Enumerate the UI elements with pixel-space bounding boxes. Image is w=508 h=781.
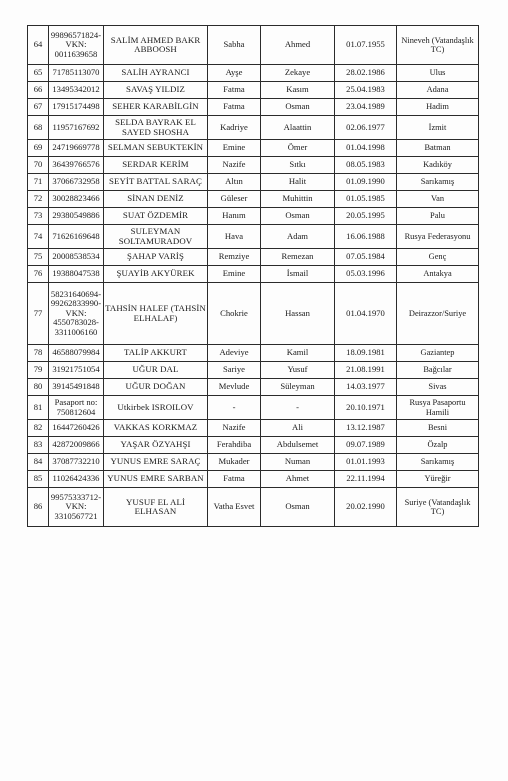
sanctions-list-table bbox=[27, 25, 479, 527]
birth-place-cell: Van bbox=[397, 191, 479, 208]
birth-place-cell: Yüreğir bbox=[397, 471, 479, 488]
mother-name-cell: Emine bbox=[208, 266, 261, 283]
row-number-cell: 78 bbox=[28, 345, 49, 362]
mother-name-cell: Nazife bbox=[208, 420, 261, 437]
mother-name-cell: Hava bbox=[208, 225, 261, 249]
full-name-cell: ŞUAYİB AKYÜREK bbox=[104, 266, 208, 283]
birth-date-cell: 01.05.1985 bbox=[335, 191, 397, 208]
birth-date-cell: 01.01.1993 bbox=[335, 454, 397, 471]
full-name-cell: YUNUS EMRE SARBAN bbox=[104, 471, 208, 488]
birth-date-cell: 16.06.1988 bbox=[335, 225, 397, 249]
id-number-cell: 99896571824- VKN: 0011639658 bbox=[49, 26, 104, 65]
id-number-cell: 30028823466 bbox=[49, 191, 104, 208]
mother-name-cell: Hanım bbox=[208, 208, 261, 225]
table-row bbox=[28, 437, 479, 454]
id-number-cell: 42872009866 bbox=[49, 437, 104, 454]
full-name-cell: SUAT ÖZDEMİR bbox=[104, 208, 208, 225]
table-row bbox=[28, 208, 479, 225]
father-name-cell: Osman bbox=[261, 488, 335, 527]
full-name-cell: YAŞAR ÖZYAHŞI bbox=[104, 437, 208, 454]
birth-date-cell: 21.08.1991 bbox=[335, 362, 397, 379]
birth-place-cell: Ulus bbox=[397, 65, 479, 82]
id-number-cell: 13495342012 bbox=[49, 82, 104, 99]
father-name-cell: - bbox=[261, 396, 335, 420]
birth-date-cell: 08.05.1983 bbox=[335, 157, 397, 174]
table-row bbox=[28, 157, 479, 174]
id-number-cell: 11957167692 bbox=[49, 116, 104, 140]
row-number-cell: 70 bbox=[28, 157, 49, 174]
full-name-cell: SALİM AHMED BAKR ABBOOSH bbox=[104, 26, 208, 65]
full-name-cell: SERDAR KERİM bbox=[104, 157, 208, 174]
table-row bbox=[28, 26, 479, 65]
full-name-cell: VAKKAS KORKMAZ bbox=[104, 420, 208, 437]
birth-date-cell: 02.06.1977 bbox=[335, 116, 397, 140]
birth-place-cell: Suriye (Vatandaşlık TC) bbox=[397, 488, 479, 527]
full-name-cell: UĞUR DAL bbox=[104, 362, 208, 379]
mother-name-cell: Sariye bbox=[208, 362, 261, 379]
table-body bbox=[28, 26, 479, 527]
mother-name-cell: Chokrie bbox=[208, 283, 261, 345]
id-number-cell: 37066732958 bbox=[49, 174, 104, 191]
father-name-cell: Kamil bbox=[261, 345, 335, 362]
birth-place-cell: Batman bbox=[397, 140, 479, 157]
row-number-cell: 73 bbox=[28, 208, 49, 225]
mother-name-cell: Fatma bbox=[208, 82, 261, 99]
mother-name-cell: Fatma bbox=[208, 99, 261, 116]
table-row bbox=[28, 116, 479, 140]
mother-name-cell: - bbox=[208, 396, 261, 420]
row-number-cell: 72 bbox=[28, 191, 49, 208]
id-number-cell: Pasaport no: 750812604 bbox=[49, 396, 104, 420]
father-name-cell: Sıtkı bbox=[261, 157, 335, 174]
father-name-cell: Ahmed bbox=[261, 26, 335, 65]
father-name-cell: Yusuf bbox=[261, 362, 335, 379]
birth-date-cell: 20.10.1971 bbox=[335, 396, 397, 420]
row-number-cell: 67 bbox=[28, 99, 49, 116]
row-number-cell: 76 bbox=[28, 266, 49, 283]
id-number-cell: 36439766576 bbox=[49, 157, 104, 174]
row-number-cell: 79 bbox=[28, 362, 49, 379]
mother-name-cell: Emine bbox=[208, 140, 261, 157]
mother-name-cell: Sabha bbox=[208, 26, 261, 65]
table-row bbox=[28, 99, 479, 116]
birth-place-cell: Sivas bbox=[397, 379, 479, 396]
father-name-cell: Zekaye bbox=[261, 65, 335, 82]
row-number-cell: 80 bbox=[28, 379, 49, 396]
birth-date-cell: 01.04.1998 bbox=[335, 140, 397, 157]
father-name-cell: Hassan bbox=[261, 283, 335, 345]
birth-place-cell: Besni bbox=[397, 420, 479, 437]
father-name-cell: Halit bbox=[261, 174, 335, 191]
father-name-cell: Kasım bbox=[261, 82, 335, 99]
birth-date-cell: 18.09.1981 bbox=[335, 345, 397, 362]
father-name-cell: Osman bbox=[261, 208, 335, 225]
mother-name-cell: Güleser bbox=[208, 191, 261, 208]
table-row bbox=[28, 454, 479, 471]
row-number-cell: 84 bbox=[28, 454, 49, 471]
birth-place-cell: Sarıkamış bbox=[397, 454, 479, 471]
id-number-cell: 31921751054 bbox=[49, 362, 104, 379]
birth-place-cell: Sarıkamış bbox=[397, 174, 479, 191]
birth-place-cell: Nineveh (Vatandaşlık TC) bbox=[397, 26, 479, 65]
table-row bbox=[28, 396, 479, 420]
father-name-cell: Osman bbox=[261, 99, 335, 116]
full-name-cell: YUNUS EMRE SARAÇ bbox=[104, 454, 208, 471]
row-number-cell: 74 bbox=[28, 225, 49, 249]
full-name-cell: SİNAN DENİZ bbox=[104, 191, 208, 208]
table-row bbox=[28, 174, 479, 191]
birth-date-cell: 13.12.1987 bbox=[335, 420, 397, 437]
father-name-cell: Ahmet bbox=[261, 471, 335, 488]
row-number-cell: 77 bbox=[28, 283, 49, 345]
mother-name-cell: Ferahdiba bbox=[208, 437, 261, 454]
table-row bbox=[28, 65, 479, 82]
birth-place-cell: Bağcılar bbox=[397, 362, 479, 379]
id-number-cell: 24719669778 bbox=[49, 140, 104, 157]
birth-place-cell: Rusya Federasyonu bbox=[397, 225, 479, 249]
father-name-cell: Abdulsemet bbox=[261, 437, 335, 454]
row-number-cell: 65 bbox=[28, 65, 49, 82]
id-number-cell: 37087732210 bbox=[49, 454, 104, 471]
table-row bbox=[28, 488, 479, 527]
father-name-cell: Alaattin bbox=[261, 116, 335, 140]
birth-date-cell: 01.07.1955 bbox=[335, 26, 397, 65]
id-number-cell: 17915174498 bbox=[49, 99, 104, 116]
full-name-cell: TALİP AKKURT bbox=[104, 345, 208, 362]
row-number-cell: 81 bbox=[28, 396, 49, 420]
father-name-cell: Remezan bbox=[261, 249, 335, 266]
birth-place-cell: Genç bbox=[397, 249, 479, 266]
table-row bbox=[28, 82, 479, 99]
birth-date-cell: 20.02.1990 bbox=[335, 488, 397, 527]
id-number-cell: 99575333712- VKN: 3310567721 bbox=[49, 488, 104, 527]
id-number-cell: 39145491848 bbox=[49, 379, 104, 396]
birth-date-cell: 25.04.1983 bbox=[335, 82, 397, 99]
full-name-cell: Utkirbek ISROILOV bbox=[104, 396, 208, 420]
table-row bbox=[28, 379, 479, 396]
id-number-cell: 11026424336 bbox=[49, 471, 104, 488]
birth-place-cell: Rusya Pasaportu Hamili bbox=[397, 396, 479, 420]
mother-name-cell: Kadriye bbox=[208, 116, 261, 140]
birth-date-cell: 01.04.1970 bbox=[335, 283, 397, 345]
id-number-cell: 71785113070 bbox=[49, 65, 104, 82]
mother-name-cell: Mukader bbox=[208, 454, 261, 471]
row-number-cell: 82 bbox=[28, 420, 49, 437]
father-name-cell: Adam bbox=[261, 225, 335, 249]
mother-name-cell: Remziye bbox=[208, 249, 261, 266]
table-row bbox=[28, 362, 479, 379]
mother-name-cell: Adeviye bbox=[208, 345, 261, 362]
mother-name-cell: Nazife bbox=[208, 157, 261, 174]
birth-place-cell: Özalp bbox=[397, 437, 479, 454]
table-row bbox=[28, 420, 479, 437]
row-number-cell: 69 bbox=[28, 140, 49, 157]
birth-place-cell: Palu bbox=[397, 208, 479, 225]
birth-date-cell: 22.11.1994 bbox=[335, 471, 397, 488]
table-row bbox=[28, 140, 479, 157]
full-name-cell: ŞAHAP VARİŞ bbox=[104, 249, 208, 266]
row-number-cell: 68 bbox=[28, 116, 49, 140]
father-name-cell: Ali bbox=[261, 420, 335, 437]
mother-name-cell: Fatma bbox=[208, 471, 261, 488]
father-name-cell: Muhittin bbox=[261, 191, 335, 208]
table-row bbox=[28, 191, 479, 208]
row-number-cell: 71 bbox=[28, 174, 49, 191]
table-row bbox=[28, 345, 479, 362]
father-name-cell: Süleyman bbox=[261, 379, 335, 396]
birth-date-cell: 14.03.1977 bbox=[335, 379, 397, 396]
birth-date-cell: 23.04.1989 bbox=[335, 99, 397, 116]
full-name-cell: SEHER KARABİLGİN bbox=[104, 99, 208, 116]
table-row bbox=[28, 283, 479, 345]
full-name-cell: SEYİT BATTAL SARAÇ bbox=[104, 174, 208, 191]
birth-date-cell: 28.02.1986 bbox=[335, 65, 397, 82]
full-name-cell: SELDA BAYRAK EL SAYED SHOSHA bbox=[104, 116, 208, 140]
row-number-cell: 83 bbox=[28, 437, 49, 454]
father-name-cell: Numan bbox=[261, 454, 335, 471]
id-number-cell: 58231640694- 99262833990- VKN: 4550783028- 3311006160 bbox=[49, 283, 104, 345]
birth-place-cell: Antakya bbox=[397, 266, 479, 283]
father-name-cell: İsmail bbox=[261, 266, 335, 283]
id-number-cell: 19388047538 bbox=[49, 266, 104, 283]
birth-date-cell: 05.03.1996 bbox=[335, 266, 397, 283]
birth-date-cell: 01.09.1990 bbox=[335, 174, 397, 191]
row-number-cell: 75 bbox=[28, 249, 49, 266]
id-number-cell: 46588079984 bbox=[49, 345, 104, 362]
id-number-cell: 20008538534 bbox=[49, 249, 104, 266]
birth-place-cell: Deirazzor/Suriye bbox=[397, 283, 479, 345]
birth-date-cell: 20.05.1995 bbox=[335, 208, 397, 225]
table-row bbox=[28, 249, 479, 266]
table-row bbox=[28, 225, 479, 249]
birth-place-cell: İzmit bbox=[397, 116, 479, 140]
mother-name-cell: Vatha Esvet bbox=[208, 488, 261, 527]
mother-name-cell: Altın bbox=[208, 174, 261, 191]
table-row bbox=[28, 266, 479, 283]
full-name-cell: YUSUF EL ALİ ELHASAN bbox=[104, 488, 208, 527]
row-number-cell: 85 bbox=[28, 471, 49, 488]
id-number-cell: 16447260426 bbox=[49, 420, 104, 437]
full-name-cell: SULEYMAN SOLTAMURADOV bbox=[104, 225, 208, 249]
father-name-cell: Ömer bbox=[261, 140, 335, 157]
table-row bbox=[28, 471, 479, 488]
full-name-cell: UĞUR DOĞAN bbox=[104, 379, 208, 396]
row-number-cell: 64 bbox=[28, 26, 49, 65]
full-name-cell: TAHSİN HALEF (TAHSİN ELHALAF) bbox=[104, 283, 208, 345]
birth-place-cell: Hadim bbox=[397, 99, 479, 116]
mother-name-cell: Ayşe bbox=[208, 65, 261, 82]
mother-name-cell: Mevlude bbox=[208, 379, 261, 396]
full-name-cell: SELMAN SEBUKTEKİN bbox=[104, 140, 208, 157]
row-number-cell: 66 bbox=[28, 82, 49, 99]
birth-date-cell: 09.07.1989 bbox=[335, 437, 397, 454]
birth-date-cell: 07.05.1984 bbox=[335, 249, 397, 266]
birth-place-cell: Kadıköy bbox=[397, 157, 479, 174]
birth-place-cell: Adana bbox=[397, 82, 479, 99]
id-number-cell: 71626169648 bbox=[49, 225, 104, 249]
birth-place-cell: Gaziantep bbox=[397, 345, 479, 362]
id-number-cell: 29380549886 bbox=[49, 208, 104, 225]
full-name-cell: SAVAŞ YILDIZ bbox=[104, 82, 208, 99]
row-number-cell: 86 bbox=[28, 488, 49, 527]
full-name-cell: SALİH AYRANCI bbox=[104, 65, 208, 82]
